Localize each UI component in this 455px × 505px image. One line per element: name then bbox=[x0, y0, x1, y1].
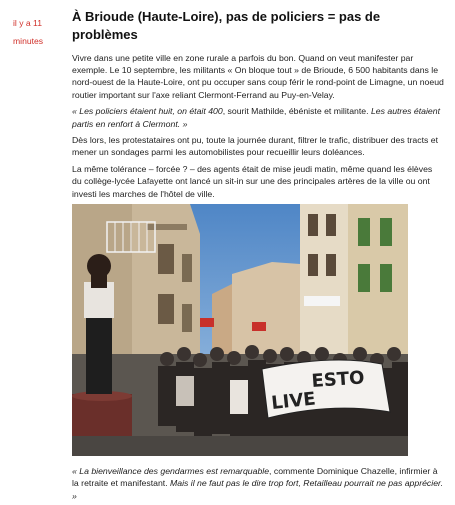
paragraph-protesters: Dès lors, les protestataires ont pu, toute la journée durant, filtrer le trafic, distribuer des tracts et mener un sondages parmi les automobilistes pour recueillir leurs doléances. bbox=[72, 135, 439, 158]
quote-italic-part-2: Les autres étaient partis en renfort à Clermont. » bbox=[72, 106, 441, 129]
timestamp-line-1: il y a 11 bbox=[13, 18, 42, 28]
quote-attribution: , sourit Mathilde, ébéniste et militante. bbox=[222, 106, 371, 117]
article bbox=[72, 8, 444, 502]
protest-photo-illustration bbox=[72, 204, 408, 456]
caption-italic-part-1: « La bienveillance des gendarmes est remarquable bbox=[72, 466, 270, 477]
photo-caption bbox=[72, 465, 444, 502]
banner-text-1: ESTO bbox=[310, 367, 366, 393]
caption-attribution: , commente Dominique Chazelle, infirmier à la retraite et manifestant. bbox=[72, 466, 438, 489]
caption-italic-part-2: Mais il ne faut pas le dire trop fort, Retailleau pourrait ne pas apprécier. » bbox=[72, 478, 444, 501]
banner-text-2: LIVE bbox=[270, 388, 317, 415]
protest-photo bbox=[72, 204, 408, 456]
article-headline: À Brioude (Haute-Loire), pas de policiers = pas de problèmes bbox=[72, 9, 381, 42]
timestamp bbox=[13, 14, 63, 50]
paragraph-students: La même tolérance – forcée ? – des agents était de mise jeudi matin, même quand les élèves du collège-lycée Lafayette ont lancé un sit-in sur une des principales artères de la ville ou ont investi les marches de l'hôtel de ville. bbox=[72, 164, 433, 199]
quote-italic-part-1: « Les policiers étaient huit, on était 400 bbox=[72, 106, 223, 117]
paragraph-intro: Vivre dans une petite ville en zone rurale a parfois du bon. Quand on veut manifester par exemple. Le 10 septembre, les militants « On bloque tout » de Brioude, 6 500 habitants dans le nord-ouest de la Haute-Loire, ont pu occuper sans coup férir le rond-point de Limagne, un noeud routier important sur l'axe reliant Clermont-Ferrand au Puy-en-Velay. bbox=[72, 53, 444, 100]
timestamp-line-2: minutes bbox=[13, 36, 44, 46]
paragraph-quote-mathilde bbox=[72, 105, 444, 129]
